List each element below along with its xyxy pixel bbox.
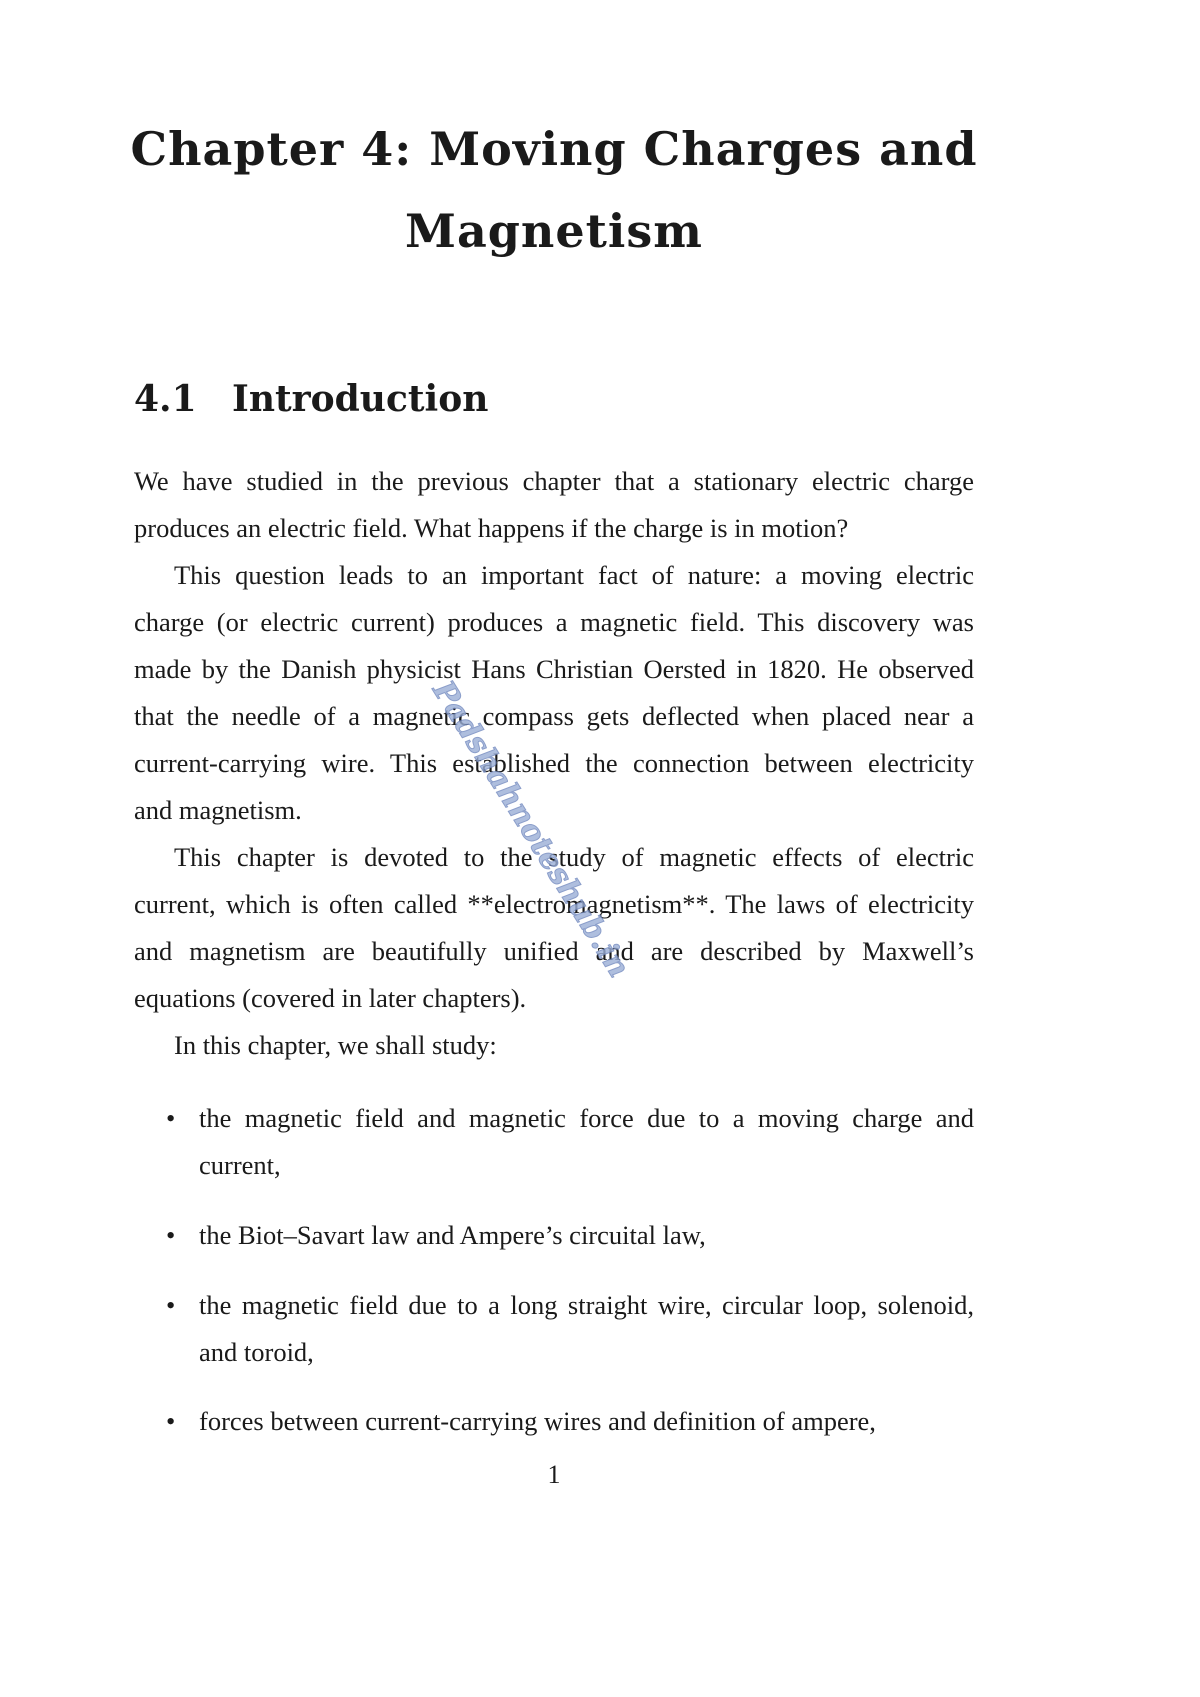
- page-number: 1: [547, 1460, 561, 1489]
- bullet-icon: •: [166, 1406, 176, 1436]
- paragraph: [134, 552, 974, 834]
- text-line: current-carrying wire. This established the connection between electricity: [134, 748, 974, 778]
- chapter-title-line-2: Magnetism: [405, 204, 703, 258]
- text-line: current, which is often called **electromagnetism**. The laws of electricity: [134, 889, 974, 919]
- section-heading: [134, 378, 488, 420]
- text-line: We have studied in the previous chapter that a stationary electric charge: [134, 466, 974, 496]
- text-line: the magnetic field and magnetic force due to a moving charge and: [199, 1103, 974, 1133]
- paragraph: [134, 1022, 974, 1069]
- text-line: the magnetic field due to a long straight wire, circular loop, solenoid,: [199, 1290, 974, 1320]
- text-line: made by the Danish physicist Hans Christian Oersted in 1820. He observed: [134, 654, 974, 684]
- list-item: [166, 1398, 974, 1445]
- section-title: Introduction: [232, 378, 489, 420]
- body-text: [134, 458, 974, 1069]
- text-line: and magnetism.: [134, 795, 302, 825]
- text-line: that the needle of a magnetic compass gets deflected when placed near a: [134, 701, 974, 731]
- list-item: [166, 1212, 974, 1259]
- text-line: and magnetism are beautifully unified and are described by Maxwell’s: [134, 936, 974, 966]
- list-item: [166, 1282, 974, 1376]
- text-line: forces between current-carrying wires and definition of ampere,: [199, 1406, 876, 1436]
- list-item: [166, 1095, 974, 1189]
- text-line: This chapter is devoted to the study of magnetic effects of electric: [174, 842, 974, 872]
- text-line: This question leads to an important fact of nature: a moving electric: [174, 560, 974, 590]
- chapter-title-line-1: Chapter 4: Moving Charges and: [130, 122, 978, 176]
- section-number: 4.1: [134, 378, 197, 420]
- watermark: Padshahnoteshub.in: [425, 675, 637, 984]
- text-line: equations (covered in later chapters).: [134, 983, 527, 1013]
- text-line: current,: [199, 1150, 281, 1180]
- text-line: produces an electric field. What happens if the charge is in motion?: [134, 513, 849, 543]
- text-line: charge (or electric current) produces a magnetic field. This discovery was: [134, 607, 974, 637]
- text-line: and toroid,: [199, 1337, 314, 1367]
- paragraph: [134, 458, 974, 552]
- text-line: In this chapter, we shall study:: [174, 1030, 497, 1060]
- bullet-icon: •: [166, 1103, 176, 1133]
- text-line: the Biot–Savart law and Ampere’s circuital law,: [199, 1220, 706, 1250]
- bullet-icon: •: [166, 1220, 176, 1250]
- bullet-icon: •: [166, 1290, 176, 1320]
